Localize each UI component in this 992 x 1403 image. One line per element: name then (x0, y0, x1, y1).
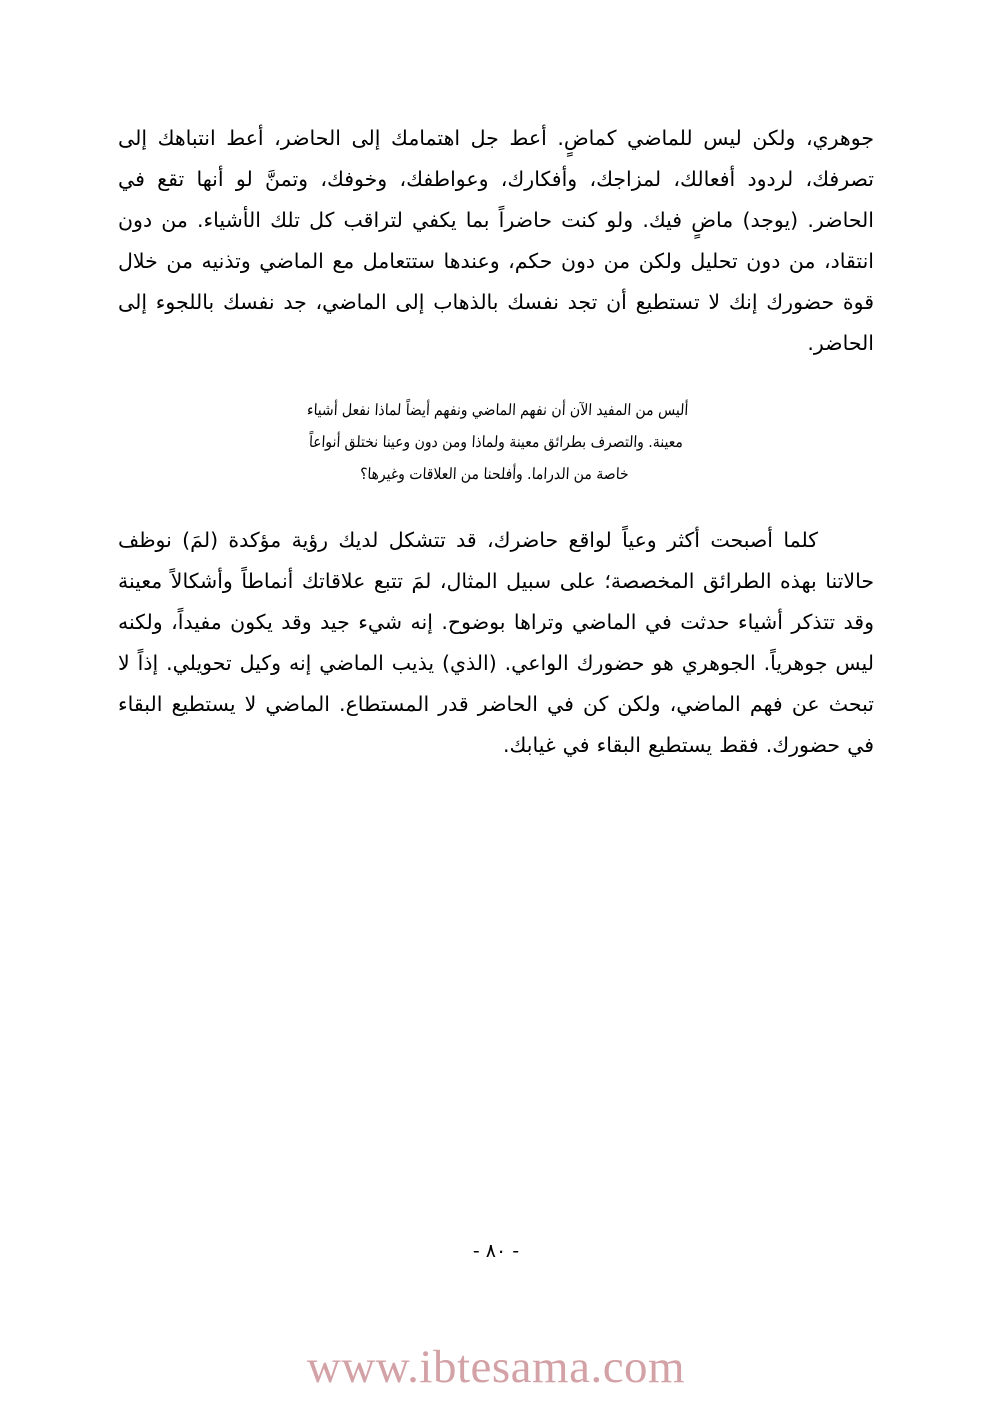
page-number: - ٨٠ - (472, 1240, 520, 1262)
quote-line-2: معينة. والتصرف بطرائق معينة ولماذا ومن دون وعينا نختلق أنواعاً (308, 433, 684, 451)
watermark: www.ibtesama.com (306, 1341, 686, 1393)
quote-line-3: خاصة من الدراما. وأفلحنا من العلاقات وغيرها؟ (359, 465, 630, 483)
spacer-after-quote (118, 490, 874, 520)
quote-inner (228, 394, 763, 490)
spacer-before-quote (118, 364, 874, 394)
inset-quotation (118, 394, 874, 490)
quote-line-1: أليس من المفيد الآن أن نفهم الماضي ونفهم أيضاً لماذا نفعل أشياء (306, 401, 689, 419)
body-paragraph-1: جوهري، ولكن ليس للماضي كماضٍ. أعط جل اهتمامك إلى الحاضر، أعط انتباهك إلى تصرفك، لردود أفعالك، لمزاجك، وأفكارك، وعواطفك، وخوفك، وتمنَّ لو أنها تقع في الحاضر. (يوجد) ماضٍ فيك. ولو كنت حاضراً بما يكفي لتراقب كل تلك الأشياء. من دون انتقاد، من دون تحليل ولكن من دون حكم، وعندها ستتعامل مع الماضي وتذنيه من خلال قوة حضورك إنك لا تستطيع أن تجد نفسك بالذهاب إلى الماضي، جد نفسك باللجوء إلى الحاضر. (118, 126, 874, 355)
body-paragraph-2: كلما أصبحت أكثر وعياً لواقع حاضرك، قد تتشكل لديك رؤية مؤكدة (لمَ) نوظف حالاتنا بهذه الطرائق المخصصة؛ على سبيل المثال، لمَ تتبع علاقاتك أنماطاً وأشكالاً معينة وقد تتذكر أشياء حدثت في الماضي وتراها بوضوح. إنه شيء جيد وقد يكون مفيداً، ولكنه ليس جوهرياً. الجوهري هو حضورك الواعي. (الذي) يذيب الماضي إنه وكيل تحويلي. إذاً لا تبحث عن فهم الماضي، ولكن كن في الحاضر قدر المستطاع. الماضي لا يستطيع البقاء في حضورك. فقط يستطيع البقاء في غيابك. (118, 528, 874, 757)
text-column (118, 118, 874, 766)
